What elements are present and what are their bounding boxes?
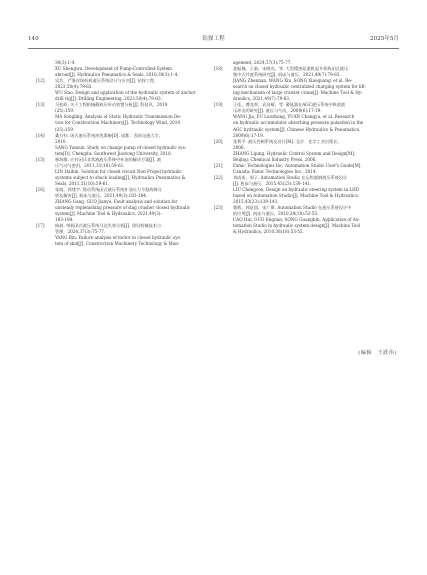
- reference-text: [233, 139, 395, 163]
- reference-line: ZHANG Liping. Hydraulic Control System and Design[M].: [233, 150, 356, 156]
- reference-line: tem[D]. Chengdu: Southwest Jiaotong University, 2010.: [55, 150, 172, 156]
- reference-line: AGC hydraulic system[J]. Chinese Hydraulics & Pneumatics,: [233, 126, 361, 132]
- reference-item: [36, 60, 217, 78]
- page-header: [28, 33, 399, 45]
- reference-line: 刘成成，周子. Automation Studio 在运构器钢液压系统设计: [233, 174, 348, 180]
- reference-line: 张刚，郭建宇. 摇动系统闭式液压系统补油压力不稳故障分: [55, 186, 162, 192]
- reference-line: agement, 2024,37(3):75-77.: [233, 60, 292, 65]
- reference-line: [J]. 机床与液压，2015,43(23):139-141.: [233, 180, 312, 186]
- reference-item: [214, 175, 395, 205]
- reference-line: 析及解决[J]. 机床与液压，2021,49(3):183-184.: [55, 193, 148, 199]
- reference-line: (25):159.: [55, 126, 75, 132]
- reference-line: 压冲击的研究[J]. 液压与气动，2009(6):17-19.: [233, 108, 322, 114]
- reference-line: systems subject to shock loading[J]. Hydraulics Pneumatics &: [55, 174, 186, 180]
- reference-line: 2023,50(4):79-83.: [55, 84, 93, 90]
- reference-line: LIN Haibin. Solution for closed circuit Non-Propel hydraulic: [55, 168, 182, 174]
- reference-text: [55, 187, 217, 223]
- reference-line: ing mechanism of large crawler crane[J]. Machine Tool & Hy-: [233, 90, 363, 96]
- reference-item: [214, 66, 395, 102]
- editor-credit: (编辑 王跃伟): [358, 350, 397, 356]
- reference-line: tomation Studio in hydraulic system design[J]. Machine Tool: [233, 223, 361, 229]
- reference-text: [55, 223, 217, 247]
- header-rule: [28, 48, 399, 49]
- reference-number: [19]: [214, 102, 223, 108]
- reference-item: [36, 187, 217, 223]
- reference-text: [233, 175, 395, 205]
- reference-text: [55, 102, 217, 132]
- reference-line: 2009(6):17-19.: [233, 132, 265, 138]
- reference-number: [21]: [214, 162, 223, 168]
- references-right-column: [214, 60, 395, 235]
- reference-item: [214, 205, 395, 235]
- reference-line: SANG Yunxun. Study on change pump of closed hydraulic sys-: [55, 144, 187, 150]
- reference-line: XU Shengwu. Development of Pump-Controlled-System: [55, 66, 172, 72]
- reference-item: [36, 157, 217, 187]
- reference-line: 杨斌. 带机闭式液压系统马达失效分析[J]. 建设机械技术与: [55, 223, 161, 229]
- reference-line: ZHANG Gang, GUO Jianyu. Fault analysis and solution for: [55, 199, 178, 205]
- reference-item: [36, 78, 217, 102]
- reference-line: system[J]. Machine Tool & Hydraulics, 2021,49(3):: [55, 211, 162, 217]
- reference-line: MA Songling. Analysis of Static Hydraulic Transmission De-: [55, 114, 182, 120]
- journal-title: 钻探工程: [202, 36, 225, 42]
- reference-line: WU Hao. Design and application of the hydraulic system of anchor: [55, 90, 196, 96]
- reference-line: 王佳，傅龙智，袁昌耀，等. 蓄能器在AGC液压系统中吸收波: [233, 102, 346, 108]
- reference-line: 的应用[J]. 机床与液压，2010,38(18):53-55.: [233, 211, 319, 217]
- reference-line: 2015,43(23):139-141.: [233, 199, 279, 205]
- reference-line: (25):159.: [55, 108, 75, 114]
- issue-date: 2025年5月: [370, 36, 399, 42]
- reference-number: [17]: [36, 223, 45, 229]
- reference-line: on hydraulic accumulator absorbing pressure pulsation in the: [233, 120, 364, 126]
- reference-line: Canada: Famic Technologies Inc., 2014.: [233, 168, 317, 174]
- reference-line: YANG Bin. Failure analysis of motor in closed hydraulic sys-: [55, 235, 182, 241]
- reference-line: unsteady replenishing pressure of slag crusher closed hydraulic: [55, 205, 191, 211]
- reference-line: abroad[J]. Hydraulics Pneumatics & Seals, 2010,30(3):1-4.: [55, 72, 179, 78]
- reference-line: JIANG Zhennan, WANG Xin, SONG Xiaoguang, et al. Re-: [233, 78, 353, 84]
- reference-line: & Hydraulics, 2010,38(18):53-55.: [233, 229, 304, 235]
- reference-number: [16]: [36, 186, 45, 192]
- reference-item: [214, 102, 395, 138]
- reference-line: 管理，2024,37(3):75-77.: [55, 229, 106, 235]
- reference-line: 30(3):1-4.: [55, 60, 76, 65]
- reference-line: 桑万钧. 闭式液压系统冲洗策略[D]. 成都：西南交通大学，: [55, 132, 163, 138]
- reference-text: [55, 157, 217, 187]
- reference-line: 林海敏. 应对闭式非常液液压系统中补油的解决方案[J]. 液: [55, 156, 161, 162]
- reference-line: 马松岭. 关于工程机械静液压传动装置分析[J]. 科技风，2019: [55, 102, 168, 108]
- reference-line: 吴浩，严鉴祥保低机液压系统设计与应用[J]. 钻探工程，: [55, 78, 159, 84]
- page-number: 140: [28, 36, 39, 42]
- reference-line: 姜振楠，王新，宋晓光，等. 大型精密起重机起升机构闭式液压: [233, 66, 349, 72]
- reference-number: [22]: [214, 174, 223, 180]
- reference-line: search on closed hydraulic centralized charging system for lift-: [233, 84, 367, 90]
- reference-line: 曹辉，郭意国，宋广斯. Automation Studio 在液压系统设计中: [233, 205, 352, 211]
- reference-number: [15]: [36, 156, 45, 162]
- reference-line: Famic Technologies Inc. Automation Studio User's Guide[M].: [233, 162, 362, 168]
- reference-line: 2006.: [233, 144, 245, 150]
- reference-line: 2010.: [55, 138, 67, 144]
- reference-text: [55, 78, 217, 102]
- reference-text: [233, 163, 395, 175]
- reference-line: tem of skid[J]. Construction Machinery Technology & Man-: [55, 241, 180, 247]
- reference-line: WANG Jia, FU Luozhong, YUAN Changyu, et al. Research: [233, 114, 355, 120]
- reference-number: [12]: [36, 78, 45, 84]
- reference-line: 183-184.: [55, 217, 74, 223]
- reference-line: CAO Hui, GUO Engnan, SONG Guangbin. Application of Au-: [233, 217, 360, 223]
- reference-item: [214, 163, 395, 175]
- reference-text: [233, 205, 395, 235]
- references-left-column: [36, 60, 217, 247]
- reference-line: 张利平. 液压控制系统及设计[M]. 北京：化学工业出版社，: [233, 138, 342, 144]
- reference-number: [18]: [214, 66, 223, 72]
- reference-line: 集中式并液系统研究[J]. 机床与液压，2021,49(7):79-83.: [233, 72, 341, 78]
- reference-text: [55, 60, 217, 78]
- reference-text: [233, 66, 395, 102]
- reference-number: [20]: [214, 138, 223, 144]
- reference-line: vice for Construction Machinery[J]. Technology Wind, 2019: [55, 120, 181, 126]
- reference-line: LIU Chengcen, Design on hydraulic steering system in LHD: [233, 186, 360, 192]
- reference-item: [36, 133, 217, 157]
- reference-line: drill rig[J]. Drilling Engineering, 2023,50(4):79-83.: [55, 96, 162, 102]
- reference-item: [214, 139, 395, 163]
- reference-number: [14]: [36, 132, 45, 138]
- reference-text: [233, 102, 395, 138]
- reference-line: Beijing: Chemical Industry Press, 2006.: [233, 156, 317, 162]
- reference-number: [23]: [214, 205, 223, 211]
- reference-text: [55, 133, 217, 157]
- reference-line: based on Automation Studio[J]. Machine Tool & Hydraulics,: [233, 193, 359, 199]
- reference-line: draulics, 2021,49(7):79-83.: [233, 96, 291, 102]
- reference-line: 压气动与密封，2011,31(10):59-61.: [55, 162, 125, 168]
- reference-number: [13]: [36, 102, 45, 108]
- reference-line: Seals, 2011,31(10):59-61.: [55, 180, 110, 186]
- reference-item: [36, 223, 217, 247]
- reference-item: [36, 102, 217, 132]
